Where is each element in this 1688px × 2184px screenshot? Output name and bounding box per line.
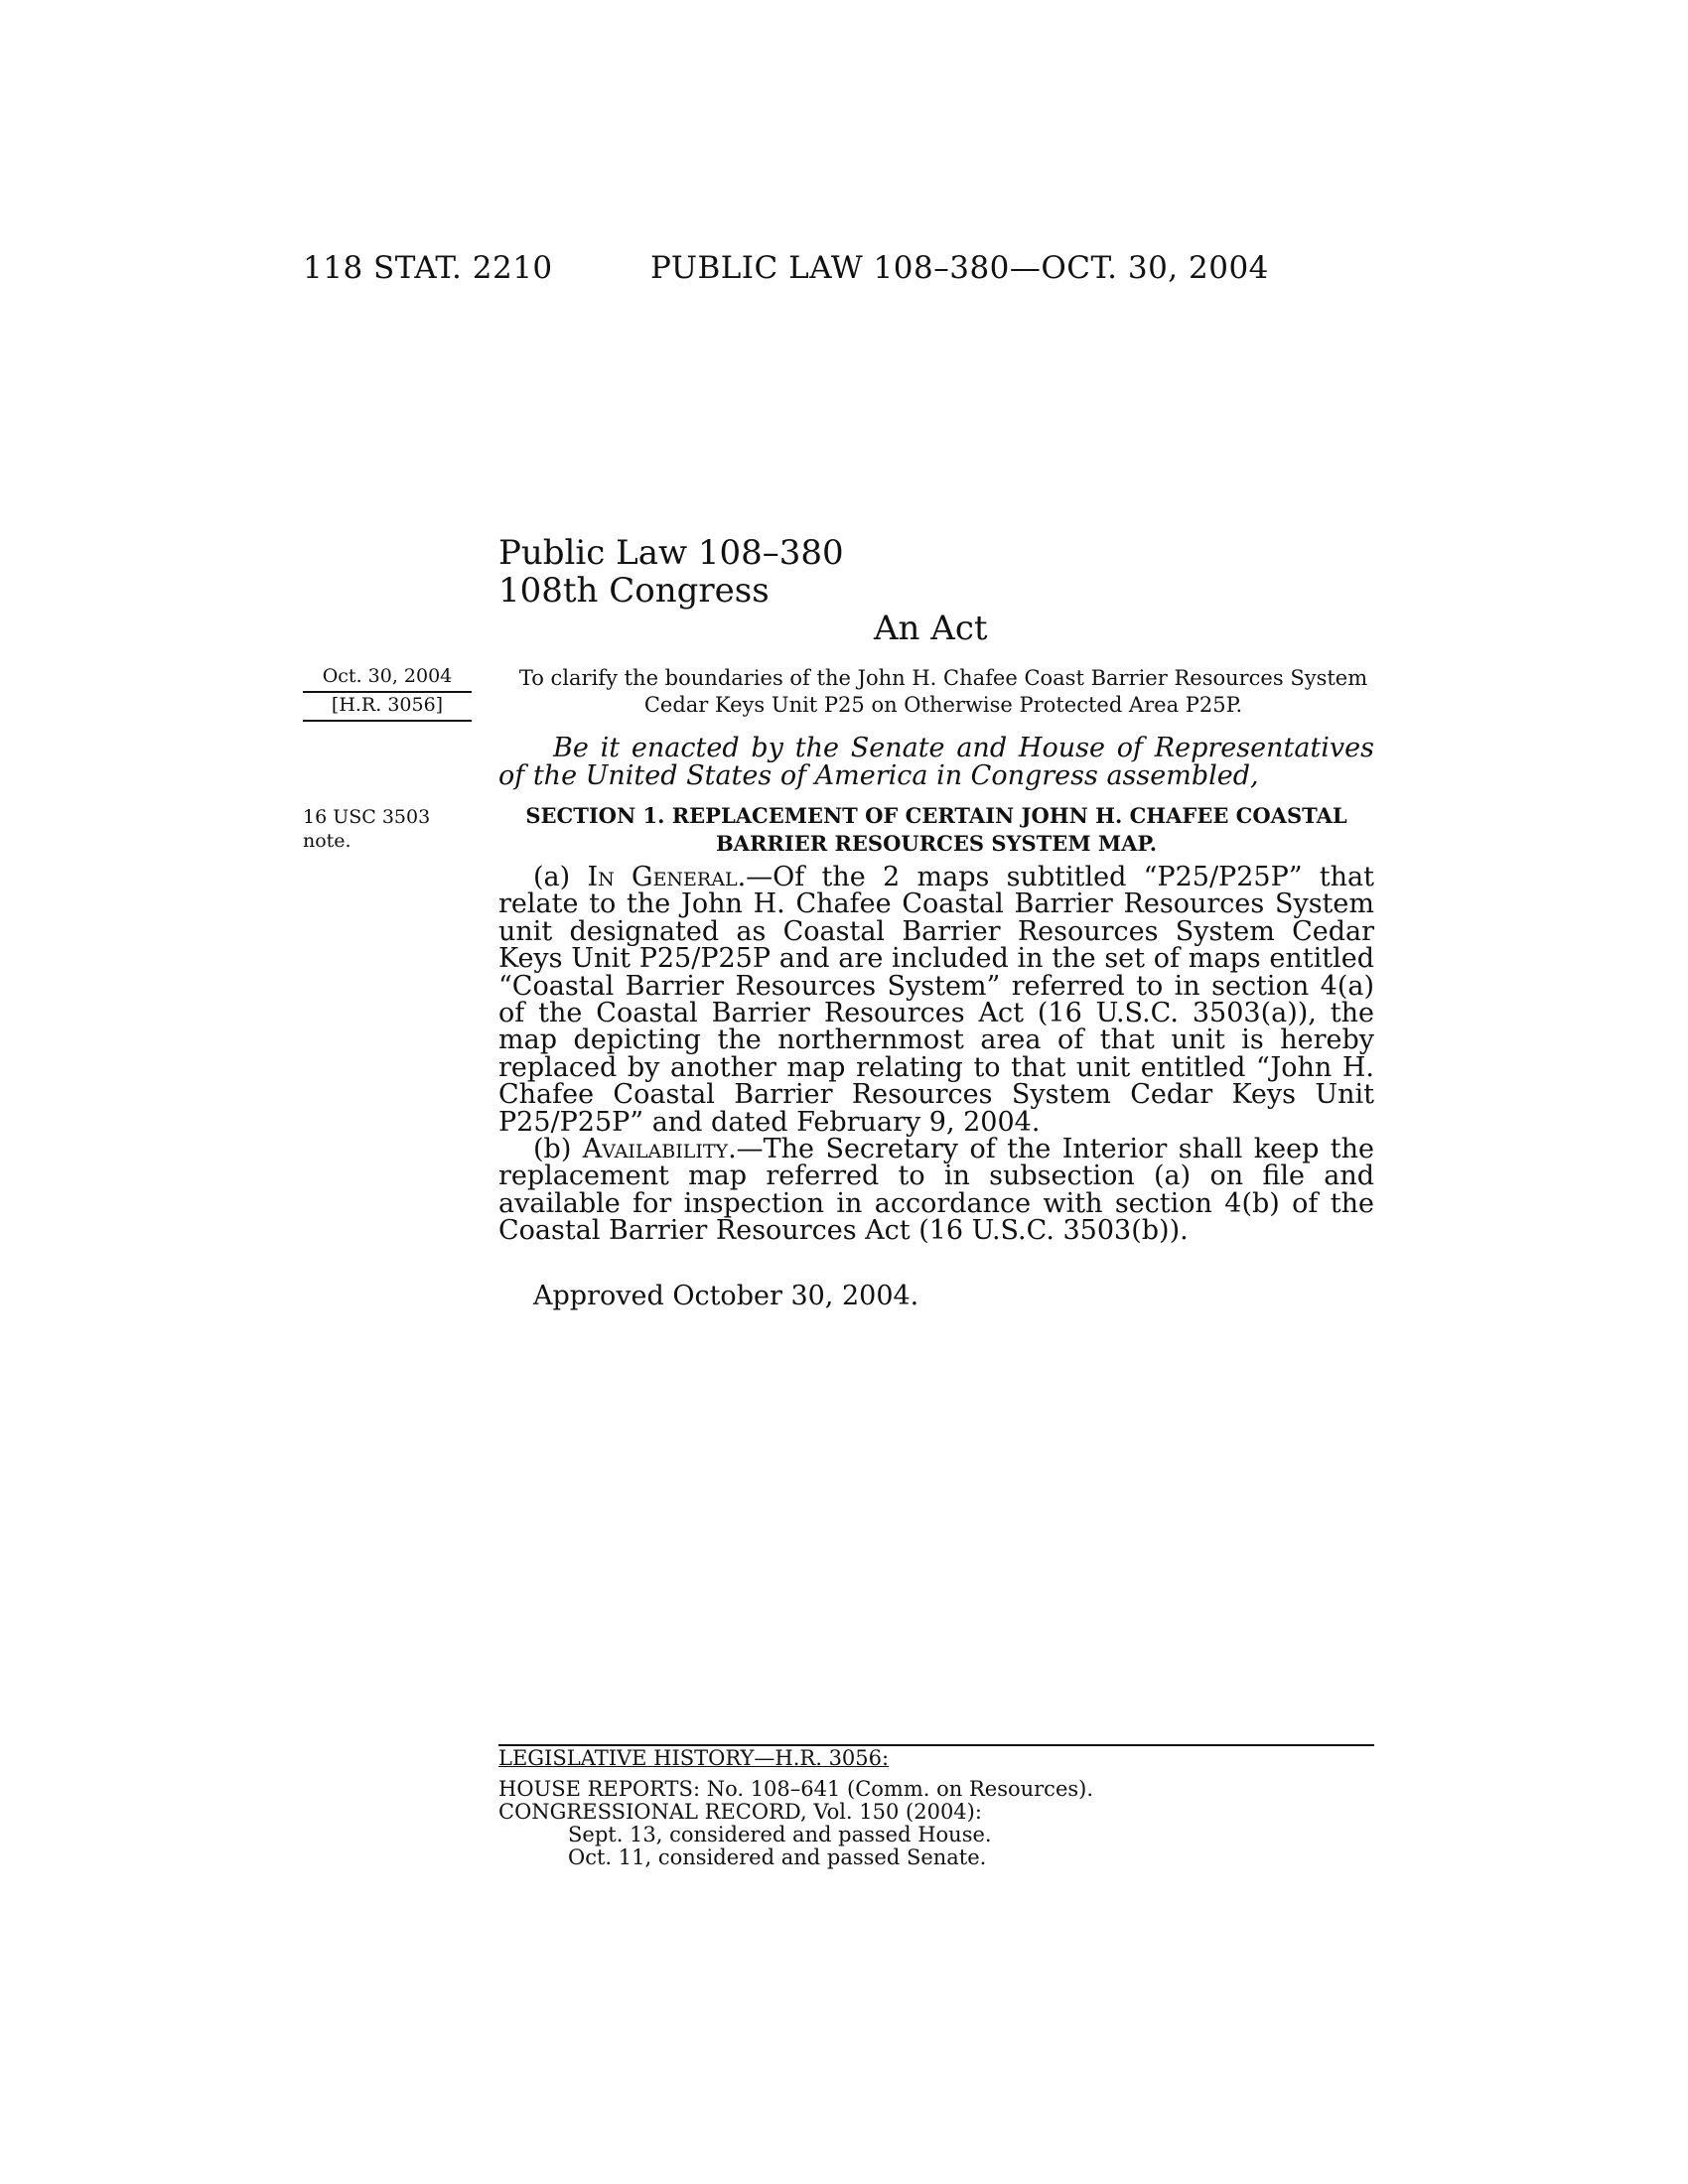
subsection-a-label: (a) — [533, 862, 588, 892]
subsection-b — [498, 1136, 1374, 1245]
purpose-line-2: Cedar Keys Unit P25 on Otherwise Protected Area P25P. — [643, 693, 1243, 717]
margin-enactment-date: Oct. 30, 2004 — [303, 663, 472, 693]
section-heading-line-1: SECTION 1. REPLACEMENT OF CERTAIN JOHN H. CHAFEE COASTAL — [525, 803, 1347, 828]
subsection-b-label: (b) — [533, 1134, 583, 1165]
subsection-a-text: .—Of the 2 maps subtitled “P25/P25P” that relate to the John H. Chafee Coastal Barrier Resources System unit designated as Coastal Barrier Resources System Cedar Keys Unit P25/P25P and are included in the set of maps entitled “Coastal Barrier Resources System” referred to in section 4(a) of the Coastal Barrier Resources Act (16 U.S.C. 3503(a)), the map depicting the northernmost area of that unit is hereby replaced by another map relating to that unit entitled “John H. Chafee Coastal Barrier Resources System Cedar Keys Unit P25/P25P” and dated February 9, 2004. — [498, 862, 1374, 1138]
house-reports: HOUSE REPORTS: No. 108–641 (Comm. on Resources). — [498, 1777, 1094, 1801]
approval-date: Approved October 30, 2004. — [533, 1281, 919, 1311]
act-purpose — [506, 665, 1380, 719]
history-entry: Sept. 13, considered and passed House. — [568, 1823, 992, 1846]
running-title: PUBLIC LAW 108–380—OCT. 30, 2004 — [650, 250, 1269, 286]
an-act-heading: An Act — [874, 609, 988, 648]
congress-number: 108th Congress — [498, 571, 770, 611]
margin-bill-number: [H.R. 3056] — [303, 692, 472, 722]
subsection-b-heading: Availability — [582, 1134, 729, 1165]
section-1-body — [498, 864, 1374, 1245]
purpose-line-1: To clarify the boundaries of the John H. Chafee Coast Barrier Resources System — [518, 666, 1368, 690]
section-1-heading — [498, 802, 1374, 858]
subsection-a — [498, 864, 1374, 1136]
subsection-a-heading: In General — [587, 862, 738, 892]
subsection-b-text: .—The Secretary of the Interior shall keep the replacement map referred to in subsection (a) on file and available for inspection in accordance with section 4(b) of the Coastal Barrier Resources Act (16 U.S.C. 3503(b)). — [498, 1134, 1374, 1247]
margin-usc-note — [303, 805, 430, 853]
legislative-history — [498, 1747, 1374, 1869]
legislative-history-title: LEGISLATIVE HISTORY—H.R. 3056: — [498, 1746, 890, 1770]
stat-page-number: 118 STAT. 2210 — [303, 250, 553, 286]
usc-citation: 16 USC 3503 — [303, 806, 431, 828]
section-heading-line-2: BARRIER RESOURCES SYSTEM MAP. — [715, 831, 1158, 856]
public-law-number: Public Law 108–380 — [498, 533, 844, 573]
usc-note-label: note. — [303, 830, 352, 852]
history-entry: Oct. 11, considered and passed Senate. — [568, 1845, 987, 1869]
congressional-record: CONGRESSIONAL RECORD, Vol. 150 (2004): — [498, 1800, 982, 1824]
enacting-clause: Be it enacted by the Senate and House of Representatives of the United States of America in Congress assembled, — [498, 733, 1374, 791]
